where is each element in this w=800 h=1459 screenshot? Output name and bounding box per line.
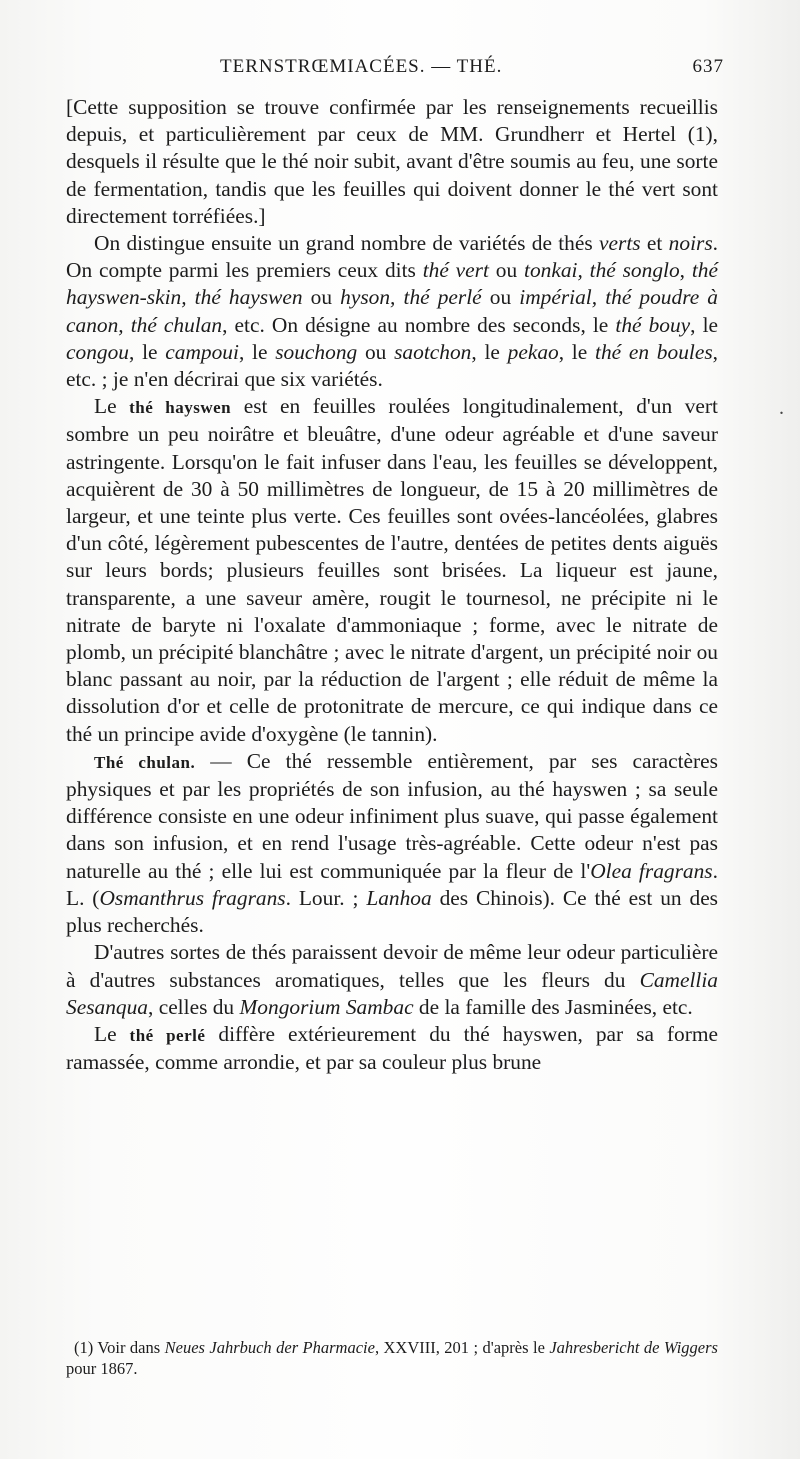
heading-the-perle: thé perlé [129, 1025, 206, 1045]
paragraph-the-hayswen: Le thé hayswen est en feuilles roulées longitudinalement, d'un vert sombre un peu noirâtre et bleuâtre, d'une odeur agréable et d'une saveur astringente. Lorsqu'on le fait infuser dans l'eau, les feuilles se développent, acquièrent de 30 à 50 millimètres de longueur, de 15 à 20 millimètres de largeur, et une teinte plus verte. Ces feuilles sont ovées-lancéolées, glabres d'un côté, légèrement pubescentes de l'autre, dentées de petites dents aiguës sur leurs bords; plusieurs feuilles sont brisées. La liqueur est jaune, transparente, a une saveur amère, rougit le tournesol, ne précipite ni le nitrate de baryte ni l'oxalate d'ammoniaque ; forme, avec le nitrate de plomb, un précipité blanchâtre ; avec le nitrate d'argent, un précipité noir ou blanc passant au noir, par la réduction de l'argent ; elle réduit de même la dissolution d'or et celle de protonitrate de mercure, ce qui indique dans ce thé un principe avide d'oxygène (le tannin). [66, 394, 718, 746]
page-number: 637 [692, 56, 724, 77]
heading-the-hayswen: thé hayswen [129, 398, 232, 418]
paragraph-aromatic-teas: D'autres sortes de thés paraissent devoir de même leur odeur particulière à d'autres substances aromatiques, telles que les fleurs du Camellia Sesanqua, celles du Mongorium Sambac de la famille des Jasminées, etc. [66, 940, 718, 1019]
running-title: TERNSTRŒMIACÉES. — THÉ. [220, 56, 503, 77]
main-text [66, 94, 718, 1076]
paragraph-varieties: On distingue ensuite un grand nombre de variétés de thés verts et noirs. On compte parmi les premiers ceux dits thé vert ou tonkai, thé songlo, thé hayswen-skin, thé hayswen ou hyson, thé perlé ou impérial, thé poudre à canon, thé chulan, etc. On désigne au nombre des seconds, le thé bouy, le congou, le campoui, le souchong ou saotchon, le pekao, le thé en boules, etc. ; je n'en décrirai que six variétés. [66, 231, 719, 392]
margin-mark: . [779, 397, 784, 419]
footnote-1: (1) Voir dans Neues Jahrbuch der Pharmacie, XXVIII, 201 ; d'après le Jahresbericht de Wiggers pour 1867. [66, 1338, 718, 1378]
footnote [66, 1337, 718, 1379]
paragraph-fermentation: [Cette supposition se trouve confirmée par les renseignements recueillis depuis, et particulièrement par ceux de MM. Grundherr et Hertel (1), desquels il résulte que le thé noir subit, avant d'être soumis au feu, une sorte de fermentation, tandis que les feuilles qui doivent donner le thé vert sont directement torréfiées.] [66, 95, 718, 228]
heading-the-chulan: Thé chulan. [94, 752, 196, 772]
paragraph-the-perle: Le thé perlé diffère extérieurement du thé hayswen, par sa forme ramassée, comme arrondie, et par sa couleur plus brune [66, 1021, 718, 1075]
paragraph-the-chulan: Thé chulan. — Ce thé ressemble entièrement, par ses caractères physiques et par les propriétés de son infusion, au thé hayswen ; sa seule différence consiste en une odeur infiniment plus suave, qui passe également dans son infusion, et en rend l'usage très-agréable. Cette odeur n'est pas naturelle au thé ; elle lui est communiquée par la fleur de l'Olea fragrans. L. (Osmanthrus fragrans. Lour. ; Lanhoa des Chinois). Ce thé est un des plus recherchés. [66, 748, 719, 938]
